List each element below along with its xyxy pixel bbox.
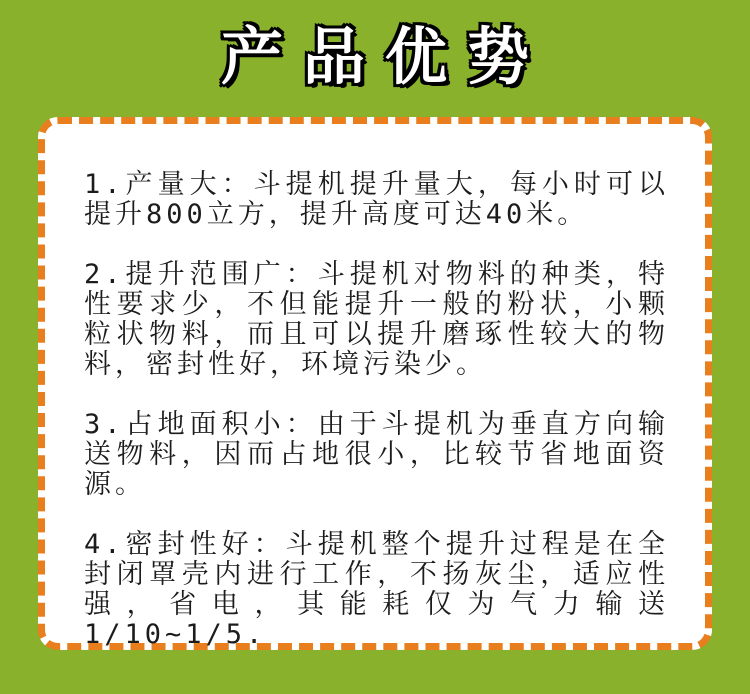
advantage-item-4: 4.密封性好：斗提机整个提升过程是在全封闭罩壳内进行工作，不扬灰尘，适应性强，省电，其能耗仅为气力输送1/10~1/5. <box>84 529 669 650</box>
advantage-item-2: 2.提升范围广：斗提机对物料的种类，特性要求少，不但能提升一般的粉状，小颗粒状物料，而且可以提升磨琢性较大的物料，密封性好，环境污染少。 <box>84 259 669 380</box>
advantage-item-3: 3.占地面积小：由于斗提机为垂直方向输送物料，因而占地很小，比较节省地面资源。 <box>84 409 669 500</box>
page-title: 产品优势 <box>220 20 549 93</box>
advantage-item-1: 1.产量大：斗提机提升量大，每小时可以提升800立方，提升高度可达40米。 <box>84 169 669 230</box>
advantages-panel <box>38 117 712 650</box>
